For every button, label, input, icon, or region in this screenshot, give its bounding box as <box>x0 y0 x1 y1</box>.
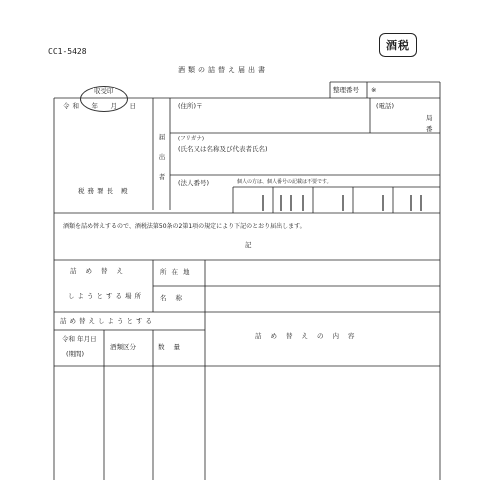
addressee-label: 税務署長 殿 <box>78 187 131 195</box>
statement-text: 酒類を詰め替えするので、酒税法第50条の2第1項の規定により下記のとおり届出します。 <box>63 223 306 230</box>
phone-field[interactable] <box>376 112 422 130</box>
phone-number-label: 番 <box>426 125 433 133</box>
tax-badge: 酒税 <box>379 33 417 57</box>
date-cell[interactable] <box>56 368 102 478</box>
applicant-role-label: 届出者 <box>158 133 166 181</box>
col-category-header: 酒類区分 <box>110 343 136 351</box>
place-label-line2: しようとする場所 <box>68 292 144 300</box>
content-cell[interactable] <box>207 368 438 478</box>
place-label-line1: 詰め替え <box>70 267 132 275</box>
location-label: 所在地 <box>160 268 195 276</box>
date-label: 令和 年 月 日 <box>63 102 139 110</box>
col-quantity-header: 数量 <box>158 343 189 351</box>
col-content-header: 詰め替えの内容 <box>255 332 364 340</box>
ref-number-field[interactable]: ※ <box>371 86 377 94</box>
category-cell[interactable] <box>106 368 151 478</box>
address-field[interactable] <box>205 110 365 130</box>
phone-label: (電話) <box>376 102 395 110</box>
furigana-label: (フリガナ) <box>178 136 205 142</box>
form-code: CC1-5428 <box>48 47 87 56</box>
page-title: 酒類の詰替え届出書 <box>178 66 268 74</box>
quantity-cell[interactable] <box>155 368 203 478</box>
corporate-number-label: (法人番号) <box>178 179 210 187</box>
address-label: (住所)〒 <box>178 102 203 110</box>
ki-label: 記 <box>245 241 252 249</box>
place-name-label: 名称 <box>160 294 191 302</box>
name-field[interactable] <box>178 155 433 173</box>
corporate-number-note: 個人の方は、個人番号の記載は不要です。 <box>237 179 332 185</box>
phone-exchange-label: 局 <box>426 114 433 122</box>
stamp-label: 収受印 <box>94 87 114 95</box>
place-name-field[interactable] <box>210 288 436 310</box>
table-section-title: 詰め替えしようとする <box>60 317 155 325</box>
corporate-number-field[interactable] <box>233 187 440 213</box>
col-date-header: 令和 年月日 <box>62 335 97 343</box>
name-label: (氏名又は名称及び代表者氏名) <box>178 145 268 153</box>
col-date-subheader: (期間) <box>66 350 85 358</box>
ref-number-label: 整理番号 <box>333 86 359 94</box>
location-field[interactable] <box>210 262 436 284</box>
